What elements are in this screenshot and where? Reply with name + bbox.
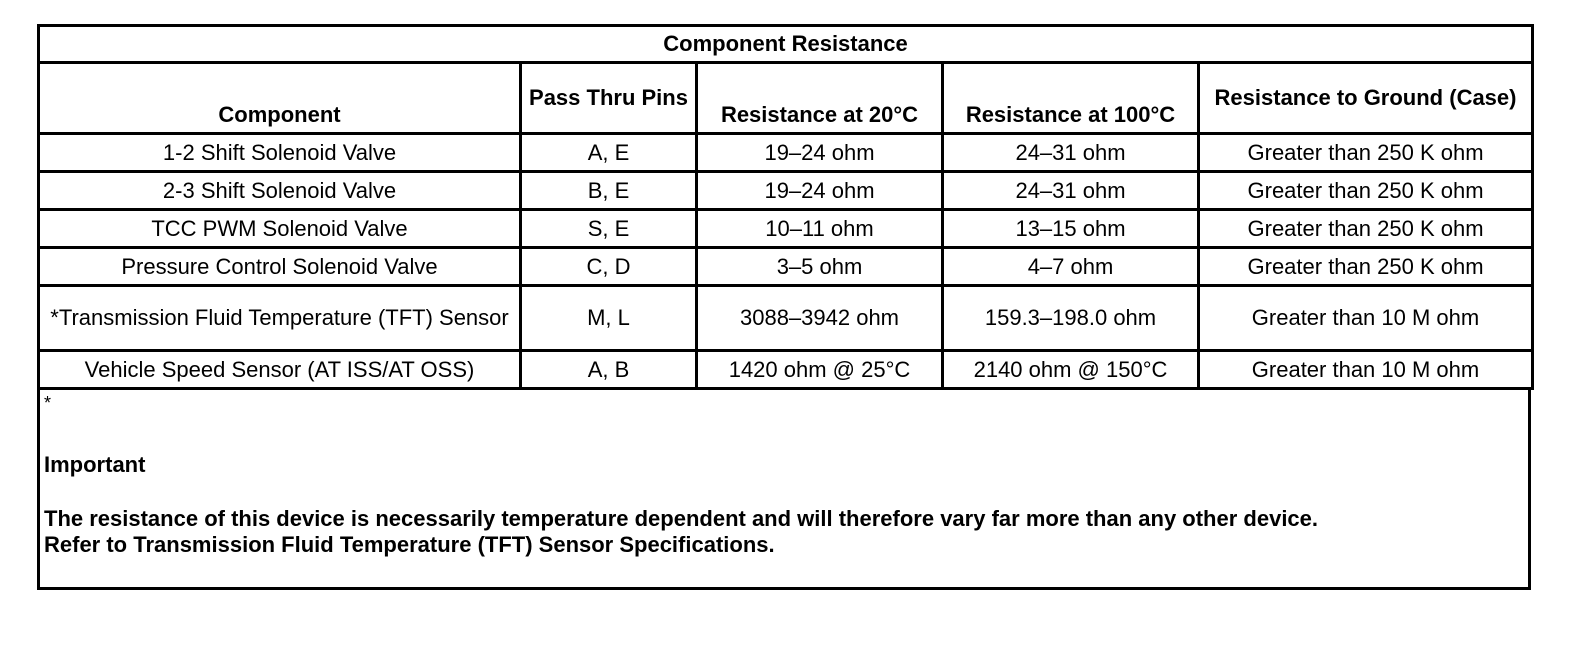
cell-resistance-20c: 3088–3942 ohm [697, 286, 943, 351]
cell-resistance-100c: 159.3–198.0 ohm [943, 286, 1199, 351]
header-component: Component [39, 63, 521, 134]
cell-resistance-to-ground: Greater than 250 K ohm [1199, 134, 1533, 172]
important-note-box [37, 390, 1531, 590]
component-resistance-table [37, 24, 1534, 390]
cell-resistance-20c: 10–11 ohm [697, 210, 943, 248]
cell-resistance-100c: 2140 ohm @ 150°C [943, 351, 1199, 389]
cell-component: Vehicle Speed Sensor (AT ISS/AT OSS) [39, 351, 521, 389]
table-row [39, 248, 1533, 286]
cell-resistance-20c: 19–24 ohm [697, 134, 943, 172]
note-line-1: The resistance of this device is necessarily temperature dependent and will therefore vary far more than any other device. [44, 506, 1319, 531]
cell-pins: B, E [521, 172, 697, 210]
note-description [44, 506, 1524, 558]
table-row [39, 286, 1533, 351]
cell-resistance-to-ground: Greater than 10 M ohm [1199, 351, 1533, 389]
table-title-row [39, 26, 1533, 63]
cell-component: *Transmission Fluid Temperature (TFT) Sensor [39, 286, 521, 351]
cell-component: TCC PWM Solenoid Valve [39, 210, 521, 248]
header-pass-thru-pins: Pass Thru Pins [521, 63, 697, 134]
header-resistance-100c: Resistance at 100°C [943, 63, 1199, 134]
cell-resistance-to-ground: Greater than 250 K ohm [1199, 210, 1533, 248]
cell-resistance-100c: 24–31 ohm [943, 134, 1199, 172]
cell-component: 2-3 Shift Solenoid Valve [39, 172, 521, 210]
cell-resistance-20c: 19–24 ohm [697, 172, 943, 210]
cell-resistance-100c: 13–15 ohm [943, 210, 1199, 248]
cell-resistance-to-ground: Greater than 250 K ohm [1199, 248, 1533, 286]
cell-pins: S, E [521, 210, 697, 248]
table-header-row [39, 63, 1533, 134]
table-row [39, 134, 1533, 172]
note-heading: Important [44, 452, 146, 477]
cell-pins: A, E [521, 134, 697, 172]
note-marker: * [44, 393, 52, 413]
header-resistance-to-ground: Resistance to Ground (Case) [1199, 63, 1533, 134]
cell-resistance-100c: 24–31 ohm [943, 172, 1199, 210]
cell-resistance-to-ground: Greater than 10 M ohm [1199, 286, 1533, 351]
cell-resistance-to-ground: Greater than 250 K ohm [1199, 172, 1533, 210]
header-resistance-20c: Resistance at 20°C [697, 63, 943, 134]
cell-component: Pressure Control Solenoid Valve [39, 248, 521, 286]
cell-pins: C, D [521, 248, 697, 286]
cell-resistance-100c: 4–7 ohm [943, 248, 1199, 286]
cell-pins: A, B [521, 351, 697, 389]
cell-resistance-20c: 1420 ohm @ 25°C [697, 351, 943, 389]
cell-component: 1-2 Shift Solenoid Valve [39, 134, 521, 172]
cell-resistance-20c: 3–5 ohm [697, 248, 943, 286]
cell-pins: M, L [521, 286, 697, 351]
note-line-2: Refer to Transmission Fluid Temperature (TFT) Sensor Specifications. [44, 532, 775, 557]
table-row [39, 351, 1533, 389]
table-title: Component Resistance [39, 26, 1533, 63]
table-row [39, 210, 1533, 248]
component-resistance-document [37, 24, 1531, 590]
table-row [39, 172, 1533, 210]
